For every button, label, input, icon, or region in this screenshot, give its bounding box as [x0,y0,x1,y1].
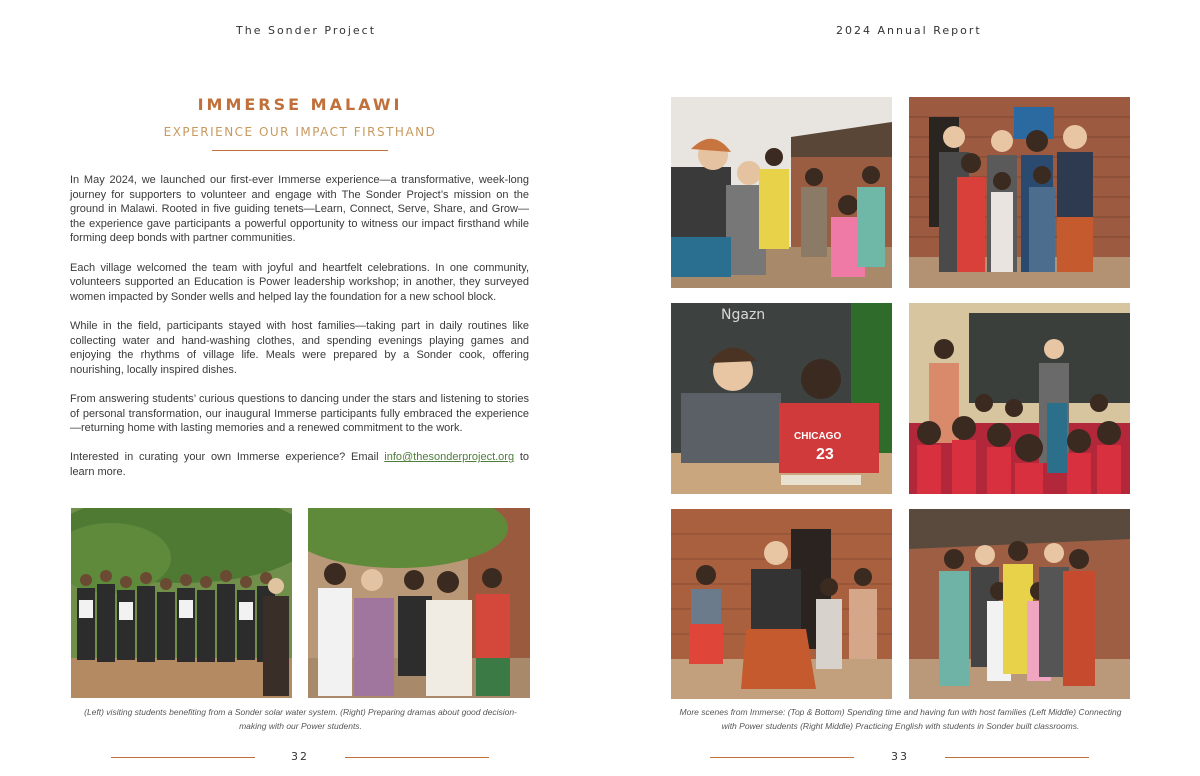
cta-paragraph [70,450,529,479]
footer-rule-right-a [710,757,854,758]
page-number-left: 32 [291,750,309,763]
chalkboard-text: Ngazn [721,307,766,323]
footer-rule-right-b [945,757,1089,758]
paragraph-1: In May 2024, we launched our first-ever Immerse experience—a transformative, week-long journey for supporters to volunteer and engage with The Sonder Project’s mission on the ground in Malawi. Rooted in five guiding tenets—Learn, Connect, Serve, Share, and Grow—the experience gave participants a powerful opportunity to witness our impact firsthand while forming deep bonds with partner communities. [70,174,529,245]
photo-students-solar-water [71,508,292,698]
footer-rule-left-b [345,757,489,758]
title-divider [212,150,388,151]
article-title: IMMERSE MALAWI [197,95,403,114]
caption-left: (Left) visiting students benefiting from a Sonder solar water system. (Right) Preparing dramas about good decision-making with our Power students. [84,707,517,731]
footer-rule-left-a [111,757,255,758]
photo-host-family-dance [671,509,892,699]
shirt-text: CHICAGO [794,431,842,442]
photo-power-students-connect [671,303,892,494]
cta-text: Interested in curating your own Immerse experience? Email [70,451,385,464]
paragraph-3: While in the field, participants stayed with host families—taking part in daily routines like collecting water and hand-washing clothes, and spending evenings playing games and enjoying the rhythms of village life. Meals were prepared by a Sonder cook, offering nourishing, locally inspired dishes. [70,319,529,376]
shirt-number: 23 [816,446,834,463]
cta-text-end: to learn more. [70,451,530,478]
article-subtitle: EXPERIENCE OUR IMPACT FIRSTHAND [163,125,437,139]
email-link[interactable]: info@thesonderproject.org [384,451,515,464]
article-body [70,173,529,494]
photo-english-classroom [909,303,1130,494]
running-head-left: The Sonder Project [236,24,377,37]
photo-host-family-together [909,509,1130,699]
running-head-right: 2024 Annual Report [836,24,982,37]
paragraph-2: Each village welcomed the team with joyful and heartfelt celebrations. In one community, volunteers supported an Education is Power leadership workshop; in another, they surveyed women impacted by Sonder wells and helped lay the foundation for a new school block. [70,261,529,303]
caption-right: More scenes from Immerse: (Top & Bottom) Spending time and having fun with host families (Left Middle) Connecting with Power students (Right Middle) Practicing English with students in Sonder built classrooms. [679,707,1122,731]
photo-host-family-fun [671,97,892,288]
page-number-right: 33 [891,750,909,763]
photo-host-family-group [909,97,1130,288]
photo-power-students-drama [308,508,530,698]
paragraph-4: From answering students’ curious questions to dancing under the stars and listening to stories of personal transformation, our inaugural Immerse participants fully embraced the experience—returning home with lasting memories and a renewed commitment to the work. [70,392,529,435]
